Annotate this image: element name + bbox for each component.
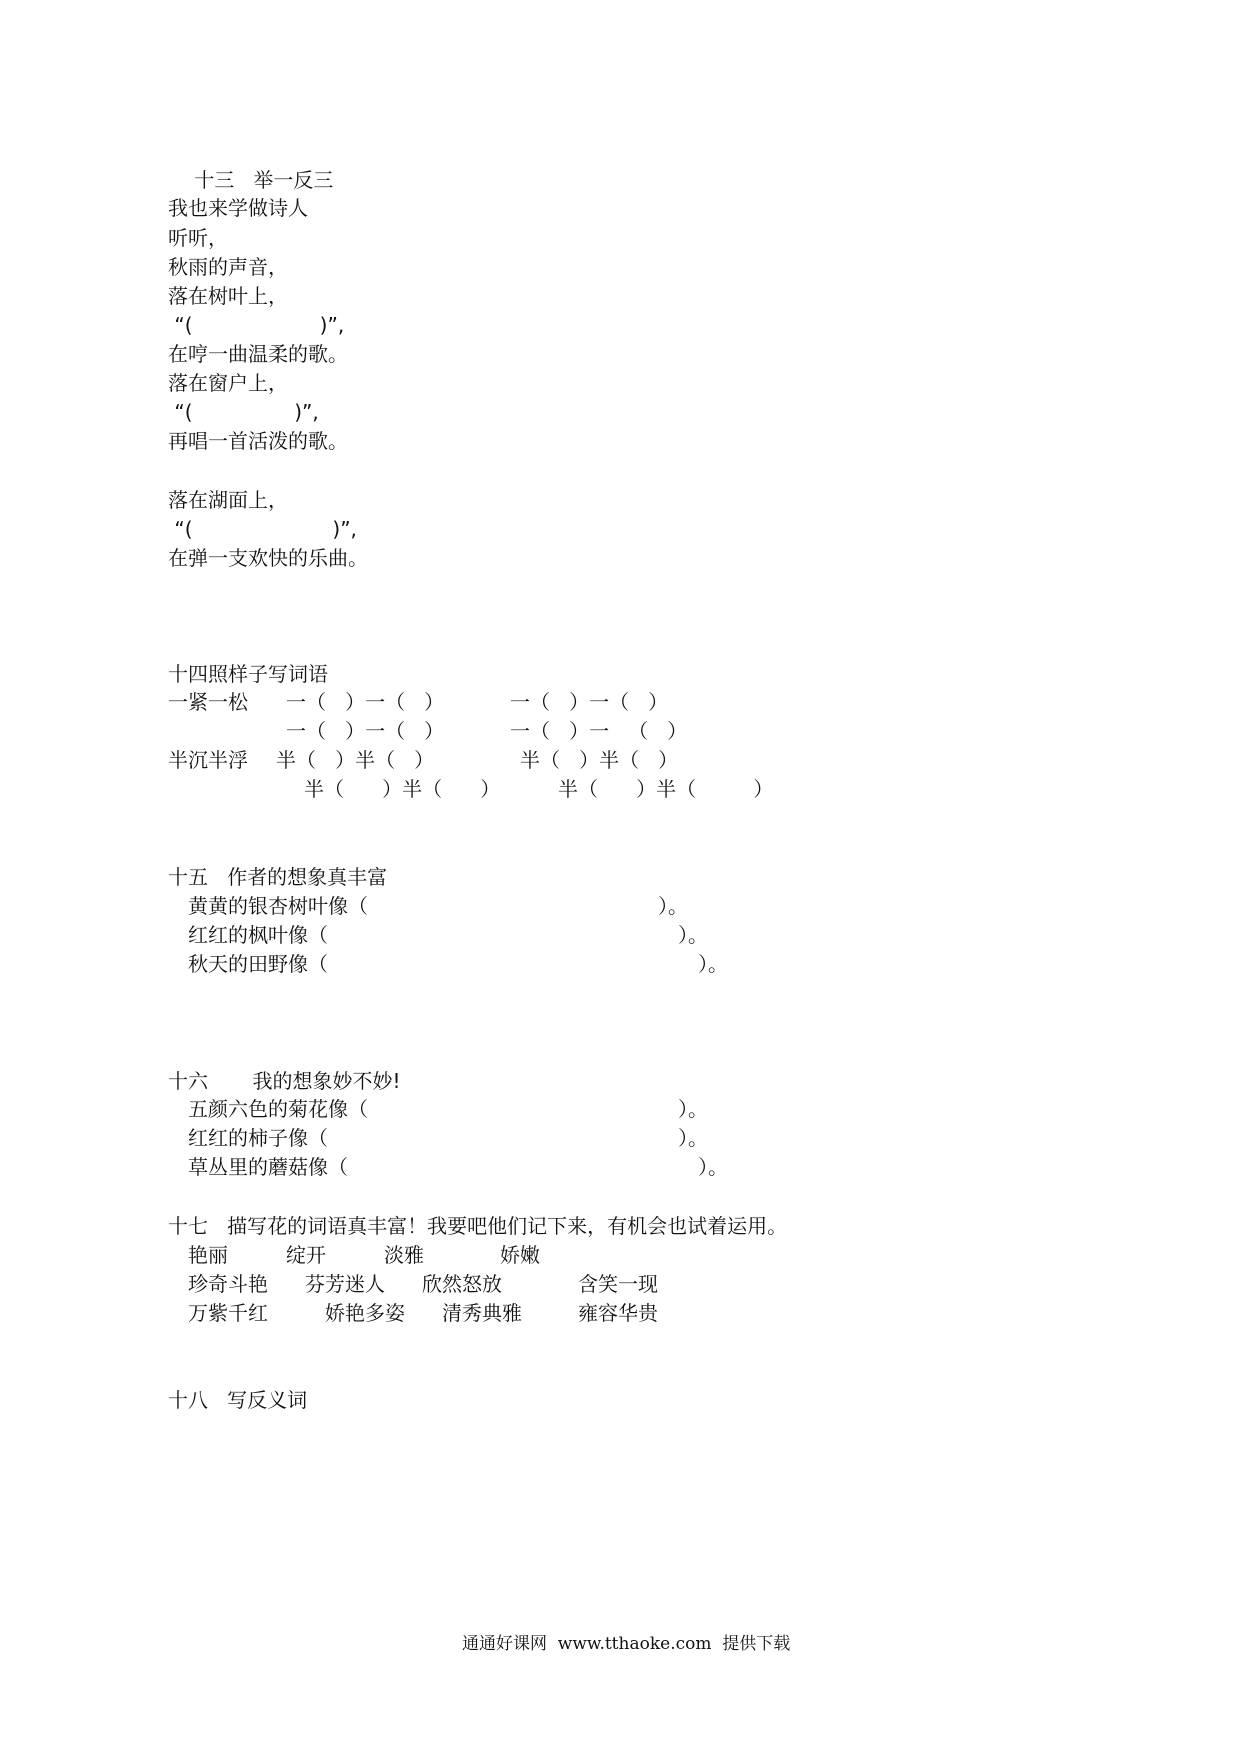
simile-close: ）。 [698,952,728,976]
flower-word: 珍奇斗艳 [188,1272,268,1296]
flower-word: 雍容华贵 [578,1301,658,1325]
flower-word: 淡雅 [384,1243,424,1267]
simile-close: ）。 [678,923,708,947]
example-word: 半沉半浮 [168,748,248,772]
flower-word: 清秀典雅 [442,1301,522,1325]
fill-pattern: 半（ ）半（ ） [558,777,774,801]
section-17-heading: 十七 描写花的词语真丰富！我要吧他们记下来，有机会也试着运用。 [168,1214,788,1238]
simile-close: ）。 [678,1126,708,1150]
poem-line: 我也来学做诗人 [168,196,308,220]
poem-line: 落在树叶上， [168,284,288,308]
poem-line: 落在湖面上， [168,488,288,512]
fill-pattern: 一（ ）一（ ） [286,719,445,743]
flower-word: 艳丽 [188,1243,228,1267]
flower-word: 娇艳多姿 [325,1301,405,1325]
section-14-heading: 十四照样子写词语 [168,662,328,686]
simile-prompt: 红红的柿子像（ [188,1126,328,1150]
page-footer: 通通好课网 www.tthaoke.com 提供下载 [462,1634,791,1654]
simile-prompt: 黄黄的银杏树叶像（ [188,894,368,918]
fill-pattern: 一（ ）一（ ） [510,690,669,714]
simile-close: ）。 [658,894,688,918]
fill-pattern: 一（ ）一 （ ） [510,719,688,743]
fill-pattern: 半（ ）半（ ） [276,748,435,772]
simile-close: ）。 [678,1097,708,1121]
example-word: 一紧一松 [168,690,248,714]
flower-word: 欣然怒放 [422,1272,502,1296]
flower-word: 含笑一现 [578,1272,658,1296]
poem-blank: “( )”, [168,313,345,337]
section-15-heading: 十五 作者的想象真丰富 [168,865,388,889]
fill-pattern: 半（ ）半（ ） [304,777,501,801]
poem-line: 在哼一曲温柔的歌。 [168,342,348,366]
simile-close: ）。 [698,1155,728,1179]
poem-line: 在弹一支欢快的乐曲。 [168,546,368,570]
flower-word: 芬芳迷人 [305,1272,385,1296]
poem-line: 落在窗户上， [168,371,288,395]
section-13-heading: 十三 举一反三 [188,168,334,192]
flower-word: 万紫千红 [188,1301,268,1325]
simile-prompt: 秋天的田野像（ [188,952,328,976]
section-18-heading: 十八 写反义词 [168,1388,308,1412]
poem-line: 听听， [168,226,228,250]
section-16-heading: 十六 我的想象妙不妙! [168,1069,401,1093]
simile-prompt: 草丛里的蘑菇像（ [188,1155,348,1179]
simile-prompt: 红红的枫叶像（ [188,923,328,947]
fill-pattern: 一（ ）一（ ） [286,690,445,714]
fill-pattern: 半（ ）半（ ） [520,748,679,772]
poem-line: 再唱一首活泼的歌。 [168,429,348,453]
flower-word: 绽开 [286,1243,326,1267]
flower-word: 娇嫩 [500,1243,540,1267]
simile-prompt: 五颜六色的菊花像（ [188,1097,368,1121]
poem-blank: “( )”, [168,517,357,541]
poem-blank: “( )”, [168,400,319,424]
poem-line: 秋雨的声音， [168,255,288,279]
